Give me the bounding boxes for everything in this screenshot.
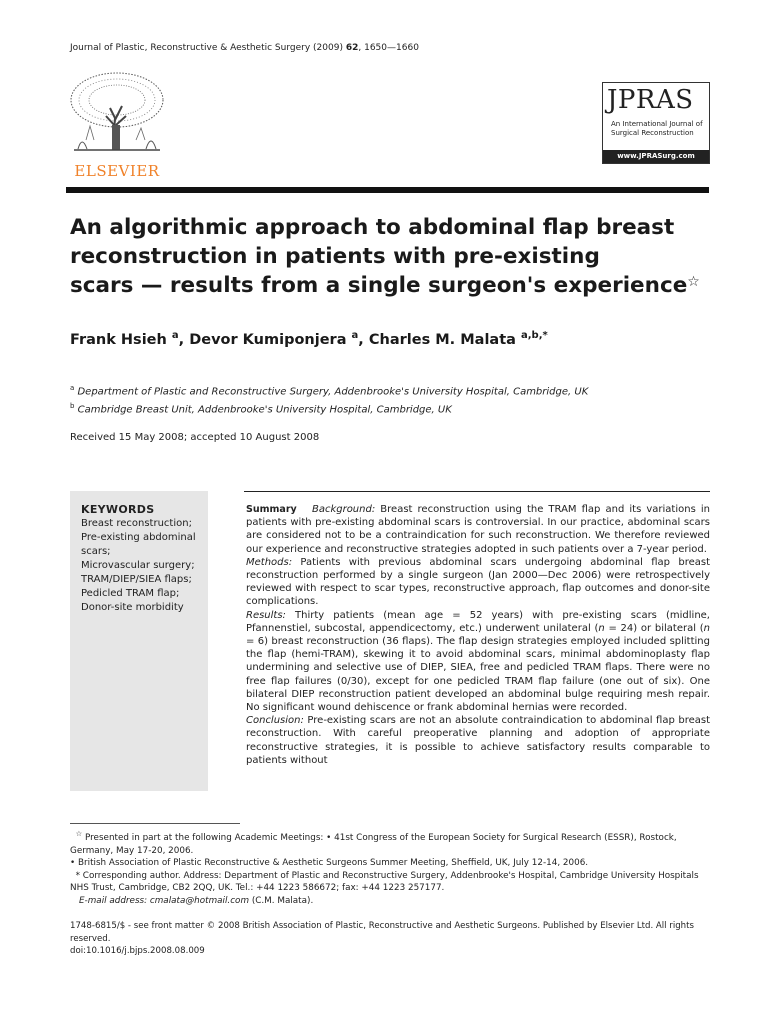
journal-name: Journal of Plastic, Reconstructive & Aesthetic Surgery (2009): [70, 43, 343, 53]
journal-pages: 1650—1660: [364, 43, 419, 53]
copyright-block: [70, 920, 715, 958]
author-separator: ,: [178, 331, 190, 348]
results-text: = 6) breast reconstruction (36 flaps). The flap design strategies employed included splitting the flap (hemi-TRAM), skewing it to avoid abdominal scars, minimal abdominoplasty flap undermining and selective use of DIEP, SIEA, free and pedicled TRAM flaps. There were no free flap failures (0/30), except for one pedicled TRAM flap failure (one out of six). One bilateral DIEP reconstruction patient developed an abdominal bulge requiring mesh repair. No significant wound dehiscence or frank abdominal hernias were recorded.: [246, 636, 710, 714]
doi[interactable]: doi:10.1016/j.bjps.2008.08.009: [70, 946, 205, 956]
author-list: [70, 330, 548, 348]
jpras-badge: [602, 82, 710, 164]
title-line-2: reconstruction in patients with pre-existing: [70, 244, 600, 269]
background-label: Background:: [311, 504, 376, 515]
title-line-3: [70, 271, 700, 300]
background-text: Breast reconstruction using the TRAM flap and its variations in patients with pre-existing abdominal scars is controversial. In our practice, abdominal scars are considered not to be a contraindication for such reconstruction. We therefore reviewed our experience and reconstructive strategies adopted in such patients over a 7-year period.: [246, 504, 710, 555]
keyword-item: Pre-existing abdominal: [81, 532, 196, 543]
results-label: Results:: [246, 609, 286, 621]
results-text: Thirty patients (mean age = 52 years) with pre-existing scars (midline, Pfannenstiel, subcostal, appendicectomy, etc.) underwent unilateral (: [246, 609, 710, 634]
footnote-star-mark: ☆: [75, 829, 83, 838]
jpras-title: JPRAS: [607, 85, 694, 115]
copyright-line: 1748-6815/$ - see front matter © 2008 British Association of Plastic, Reconstructive and Aesthetic Surgeons. Published by Elsevier Ltd. All rights reserved.: [70, 921, 694, 944]
elsevier-logo: [66, 70, 168, 182]
email-label: E-mail address:: [79, 895, 148, 906]
received-dates: Received 15 May 2008; accepted 10 August 2008: [70, 432, 320, 443]
footnote-corr-mark: *: [75, 870, 80, 881]
footnote-corr-text: Corresponding author. Address: Department of Plastic and Reconstructive Surgery, Addenbrooke's Hospital, Cambridge University Hospitals NHS Trust, Cambridge, CB2 2QQ, UK. Tel.: +44 1223 586672; fax: +44 1223 257177.: [70, 870, 699, 894]
email-owner: (C.M. Malata).: [251, 895, 314, 906]
title-line-3-text: scars — results from a single surgeon's experience: [70, 273, 688, 298]
results-text: = 24) or bilateral (: [604, 622, 704, 634]
author-affil-mark[interactable]: a: [171, 330, 179, 341]
abstract-rule: [244, 491, 710, 492]
keyword-item: scars;: [81, 546, 111, 557]
summary-label: Summary: [246, 504, 297, 515]
affiliation-mark: b: [70, 402, 75, 411]
keyword-item: TRAM/DIEP/SIEA flaps;: [81, 574, 192, 585]
affiliation-text: Cambridge Breast Unit, Addenbrooke's University Hospital, Cambridge, UK: [77, 404, 452, 416]
methods-label: Methods:: [246, 556, 293, 568]
email-link[interactable]: cmalata@hotmail.com: [149, 895, 250, 906]
footnote-email: [70, 895, 710, 908]
abstract-background: [246, 503, 710, 556]
elsevier-tree-icon: [66, 70, 168, 160]
affiliation-mark: a: [70, 384, 75, 392]
abstract-methods: [246, 556, 710, 609]
keywords-heading: KEYWORDS: [81, 503, 155, 516]
jpras-url[interactable]: www.JPRASurg.com: [603, 150, 709, 163]
title-star-mark[interactable]: ☆: [687, 274, 700, 290]
affiliation: [70, 399, 588, 417]
keyword-item: Breast reconstruction;: [81, 518, 192, 529]
author-affil-mark[interactable]: a,b,*: [520, 330, 548, 341]
author-name[interactable]: Devor Kumiponjera: [189, 331, 347, 348]
author-separator: ,: [358, 331, 369, 348]
keyword-item: Pedicled TRAM flap;: [81, 588, 180, 599]
keyword-item: Microvascular surgery;: [81, 560, 195, 571]
elsevier-wordmark: ELSEVIER: [74, 162, 160, 180]
abstract-results: [246, 609, 710, 715]
abstract: [246, 503, 710, 767]
footnote-presented-text: Presented in part at the following Academic Meetings: • 41st Congress of the European Society for Surgical Research (ESSR), Rostock, Germany, May 17-20, 2006.: [70, 832, 677, 856]
jpras-subtitle-line2: Surgical Reconstruction: [611, 129, 694, 137]
journal-volume: 62: [345, 43, 359, 53]
affiliations: [70, 381, 588, 418]
conclusion-text: Pre-existing scars are not an absolute contraindication to abdominal flap breast reconstruction. With careful preoperative planning and adoption of appropriate reconstructive strategies, it is possible to achieve satisfactory results comparable to patients without: [246, 715, 710, 766]
abstract-conclusion: [246, 714, 710, 767]
n-symbol: n: [598, 622, 605, 634]
author-name[interactable]: Frank Hsieh: [70, 331, 167, 348]
jpras-subtitle-line1: An International Journal of: [611, 120, 703, 128]
jpras-subtitle: [611, 120, 703, 138]
footnotes: [70, 828, 710, 907]
article-title: [70, 213, 700, 300]
keyword-item: Donor-site morbidity: [81, 602, 184, 613]
keywords-box: [70, 491, 208, 791]
methods-text: Patients with previous abdominal scars undergoing abdominal flap breast reconstruction performed by a single surgeon (Jan 2000—Dec 2006) were retrospectively reviewed with respect to scar types, reconstructive approach, flap outcomes and donor-site complications.: [246, 556, 710, 608]
footnote-rule: [70, 823, 240, 824]
footnote-corresponding: [70, 870, 710, 895]
conclusion-label: Conclusion:: [246, 715, 304, 727]
affiliation-text: Department of Plastic and Reconstructive Surgery, Addenbrooke's University Hospital, Cambridge, UK: [77, 386, 589, 398]
journal-citation: Journal of Plastic, Reconstructive & Aesthetic Surgery (2009) 62, 1650—1660: [70, 43, 419, 53]
author-affil-mark[interactable]: a: [351, 330, 359, 341]
footnote-presented: [70, 828, 710, 857]
affiliation: [70, 381, 588, 399]
n-symbol: n: [703, 622, 710, 634]
header-rule: [66, 187, 709, 193]
title-line-1: An algorithmic approach to abdominal flap breast: [70, 215, 675, 240]
author-name[interactable]: Charles M. Malata: [368, 331, 516, 348]
footnote-bapras: • British Association of Plastic Reconstructive & Aesthetic Surgeons Summer Meeting, Sheffield, UK, July 12-14, 2006.: [70, 858, 589, 869]
